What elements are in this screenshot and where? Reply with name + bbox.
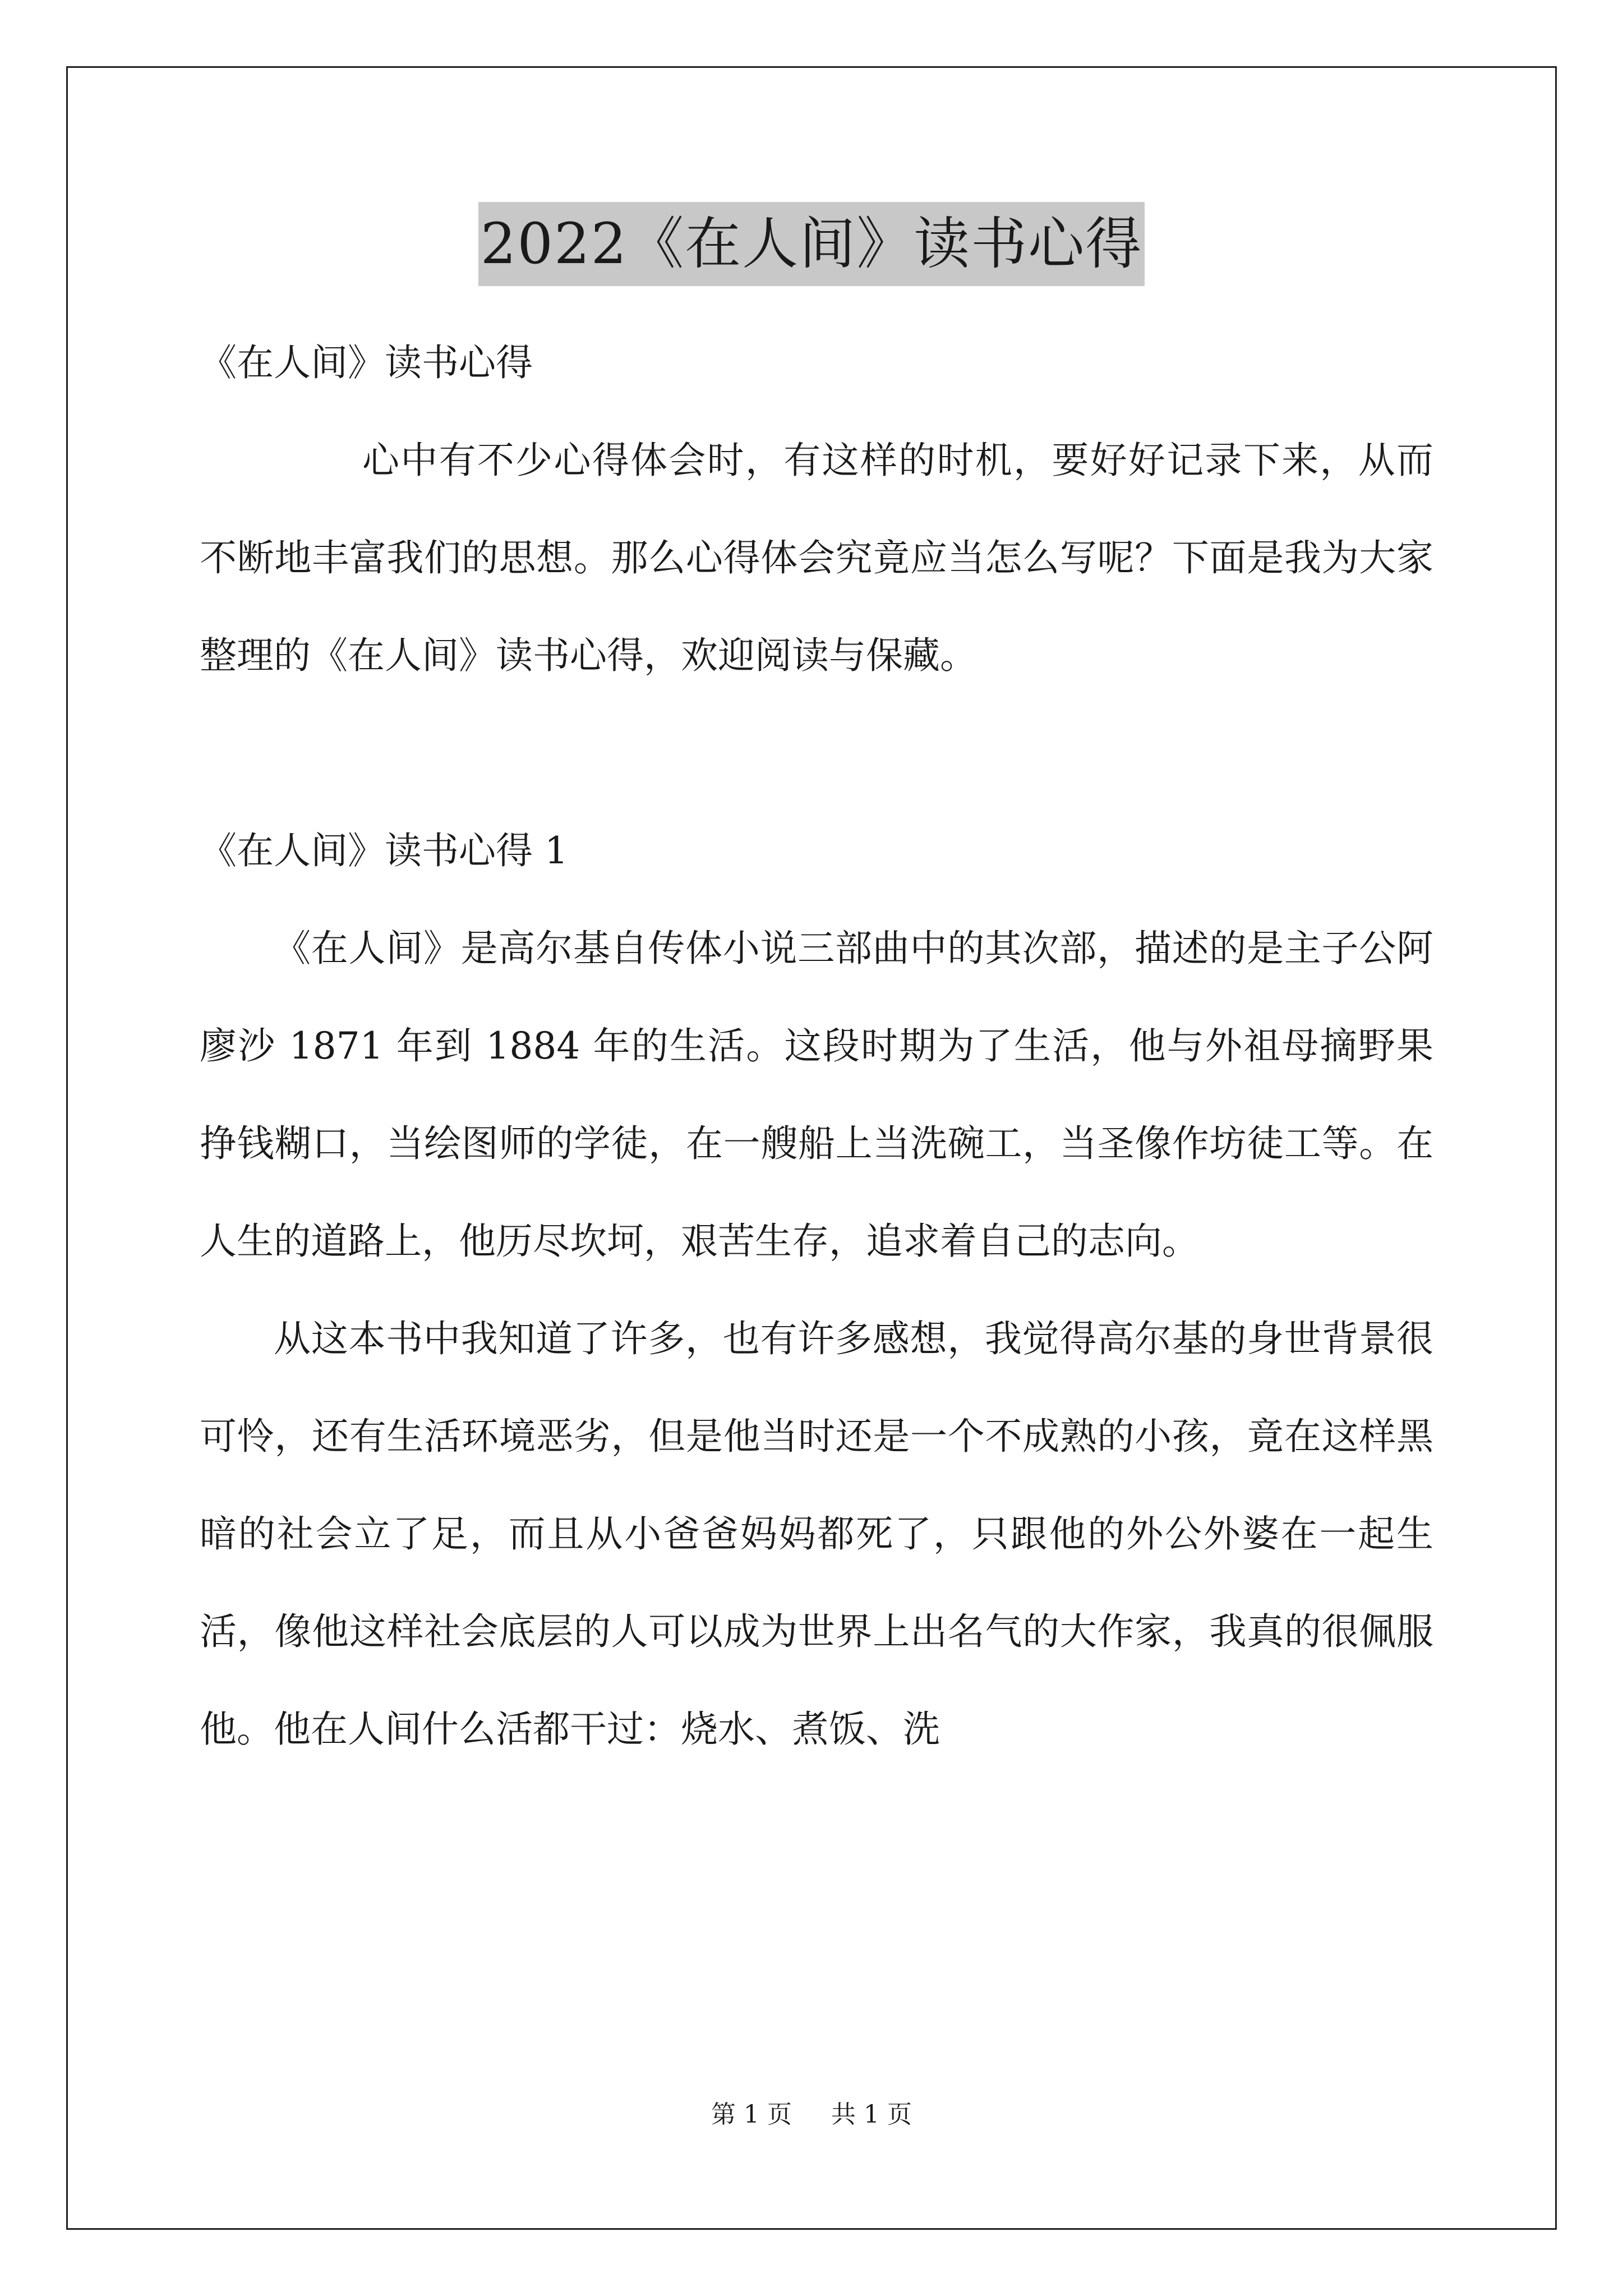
intro-paragraph: 心中有不少心得体会时，有这样的时机，要好好记录下来，从而不断地丰富我们的思想。那么心得体会究竟应当怎么写呢？下面是我为大家整理的《在人间》读书心得，欢迎阅读与保藏。 — [200, 439, 1433, 677]
document-title: 2022《在人间》读书心得 — [478, 202, 1145, 286]
title-wrapper — [0, 202, 1623, 286]
section-heading: 《在人间》读书心得 1 — [200, 829, 568, 872]
body-paragraph: 《在人间》是高尔基自传体小说三部曲中的其次部，描述的是主子公阿廖沙 1871 年到 1884 年的生活。这段时期为了生活，他与外祖母摘野果挣钱糊口，当绘图师的学徒，在一艘船上当洗碗工，当圣像作坊徒工等。在人生的道路上，他历尽坎坷，艰苦生存，追求着自己的志向。 — [200, 927, 1433, 1263]
section-gap — [200, 705, 1433, 802]
page-number: 第 1 页 — [711, 2100, 792, 2129]
document-body — [200, 314, 1433, 1778]
intro-heading: 《在人间》读书心得 — [200, 341, 533, 384]
page-footer — [0, 2098, 1623, 2132]
page-total: 共 1 页 — [831, 2100, 912, 2129]
body-paragraph: 从这本书中我知道了许多，也有许多感想，我觉得高尔基的身世背景很可怜，还有生活环境恶劣，但是他当时还是一个不成熟的小孩，竟在这样黑暗的社会立了足，而且从小爸爸妈妈都死了，只跟他的外公外婆在一起生活，像他这样社会底层的人可以成为世界上出名气的大作家，我真的很佩服他。他在人间什么活都干过：烧水、煮饭、洗 — [200, 1317, 1433, 1751]
